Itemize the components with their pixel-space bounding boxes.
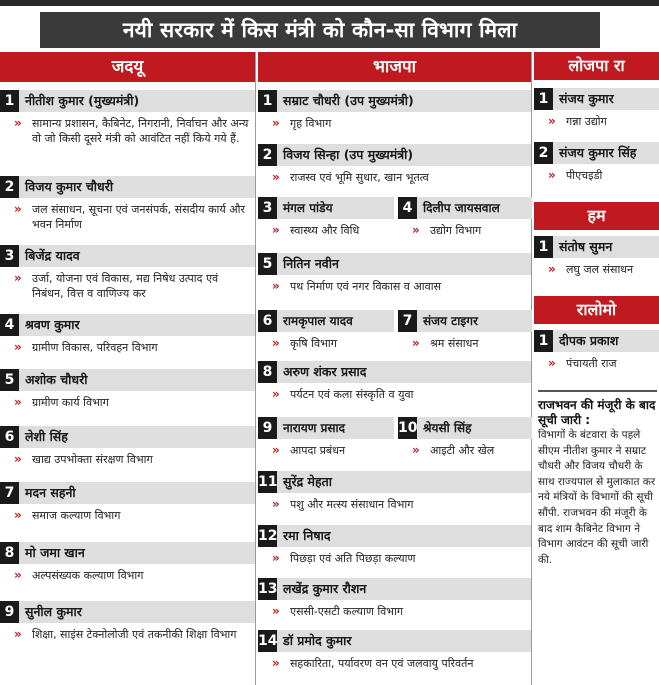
minister-entry (0, 176, 255, 232)
minister-number: 13 (258, 578, 277, 600)
chevron-bullet-icon: » (272, 223, 280, 237)
minister-department: उद्योग विभाग (430, 224, 482, 237)
minister-name: लखेंद्र कुमार रौशन (277, 578, 531, 600)
minister-department: ग्रामीण कार्य विभाग (32, 396, 109, 409)
minister-department: शिक्षा, साइंस टेक्नोलोजी एवं तकनीकी शिक्षा विभाग (32, 628, 237, 641)
minister-department: राजस्व एवं भूमि सुधार, खान भूतत्व (290, 171, 429, 184)
minister-number: 1 (258, 90, 277, 112)
minister-department: पिछड़ा एवं अति पिछड़ा कल्याण (290, 552, 416, 565)
minister-number: 4 (0, 314, 19, 336)
minister-entry (258, 253, 531, 294)
minister-name: संतोष सुमन (553, 236, 659, 258)
minister-name: नीतीश कुमार (मुख्यमंत्री) (19, 90, 255, 112)
chevron-bullet-icon: » (272, 497, 280, 511)
minister-name: श्रेयसी सिंह (417, 417, 532, 439)
minister-name: रामकृपाल यादव (277, 310, 394, 332)
chevron-bullet-icon: » (272, 170, 280, 184)
minister-name: नारायण प्रसाद (277, 417, 394, 439)
minister-number: 2 (258, 144, 277, 166)
chevron-bullet-icon: » (412, 223, 420, 237)
minister-entry (258, 471, 531, 512)
minister-number: 8 (0, 542, 19, 564)
minister-name: संजय टाइगर (417, 310, 532, 332)
minister-entry (258, 630, 531, 671)
minister-entry (258, 578, 531, 619)
minister-number: 7 (398, 310, 417, 332)
minister-name: दीपक प्रकाश (553, 330, 659, 352)
minister-name: मंगल पांडेय (277, 197, 394, 219)
minister-department: पंचायती राज (566, 357, 617, 370)
minister-name: मदन सहनी (19, 482, 255, 504)
minister-name: संजय कुमार सिंह (553, 142, 659, 164)
minister-department: गन्ना उद्योग (566, 115, 607, 128)
minister-entry (0, 314, 255, 355)
minister-entry (398, 417, 532, 458)
ralomo-party-header: रालोमो (534, 296, 659, 324)
minister-name: अशोक चौधरी (19, 369, 255, 391)
minister-department: पथ निर्माण एवं नगर विकास व आवास (290, 280, 442, 293)
minister-entry (534, 88, 659, 129)
allies-column (534, 52, 659, 685)
minister-number: 9 (0, 601, 19, 623)
chevron-bullet-icon: » (548, 168, 556, 182)
minister-department: गृह विभाग (290, 117, 332, 130)
minister-name: लेशी सिंह (19, 426, 255, 448)
minister-number: 10 (398, 417, 417, 439)
minister-entry (258, 525, 531, 566)
chevron-bullet-icon: » (14, 116, 22, 130)
ham-party-header: हम (534, 202, 659, 230)
minister-entry (0, 601, 255, 642)
chevron-bullet-icon: » (412, 443, 420, 457)
minister-number: 4 (398, 197, 417, 219)
minister-entry (258, 144, 531, 185)
minister-number: 1 (534, 330, 553, 352)
chevron-bullet-icon: » (14, 627, 22, 641)
minister-entry (258, 310, 394, 351)
minister-name: नितिन नवीन (277, 253, 531, 275)
minister-department: समाज कल्याण विभाग (32, 509, 121, 522)
minister-number: 2 (0, 176, 19, 198)
chevron-bullet-icon: » (272, 604, 280, 618)
chevron-bullet-icon: » (272, 116, 280, 130)
minister-number: 12 (258, 525, 277, 547)
chevron-bullet-icon: » (272, 551, 280, 565)
chevron-bullet-icon: » (14, 452, 22, 466)
minister-department: सहकारिता, पर्यावरण वन एवं जलवायु परिवर्तन (290, 657, 474, 670)
bjp-column (258, 52, 532, 685)
minister-number: 9 (258, 417, 277, 439)
jdu-column (0, 52, 256, 685)
chevron-bullet-icon: » (272, 336, 280, 350)
minister-department: आइटी और खेल (430, 444, 495, 457)
chevron-bullet-icon: » (14, 508, 22, 522)
minister-entry (0, 542, 255, 583)
ljp-party-header: लोजपा रा (534, 52, 659, 80)
minister-entry (0, 426, 255, 467)
minister-department: पर्यटन एवं कला संस्कृति व युवा (290, 388, 414, 401)
minister-number: 7 (0, 482, 19, 504)
minister-name: मो जमा खान (19, 542, 255, 564)
minister-entry (534, 236, 659, 277)
minister-name: दिलीप जायसवाल (417, 197, 532, 219)
top-decor-bar (0, 0, 659, 6)
minister-name: अरुण शंकर प्रसाद (277, 361, 531, 383)
chevron-bullet-icon: » (14, 340, 22, 354)
minister-name: सुनील कुमार (19, 601, 255, 623)
minister-name: विजय कुमार चौधरी (19, 176, 255, 198)
minister-number: 5 (258, 253, 277, 275)
minister-department: अल्पसंख्यक कल्याण विभाग (32, 569, 144, 582)
chevron-bullet-icon: » (272, 443, 280, 457)
page-headline: नयी सरकार में किस मंत्री को कौन-सा विभाग मिला (40, 12, 600, 48)
minister-entry (0, 90, 255, 146)
minister-name: रमा निषाद (277, 525, 531, 547)
chevron-bullet-icon: » (272, 656, 280, 670)
chevron-bullet-icon: » (548, 114, 556, 128)
chevron-bullet-icon: » (412, 336, 420, 350)
minister-name: श्रवण कुमार (19, 314, 255, 336)
approval-note (538, 390, 657, 568)
minister-number: 2 (534, 142, 553, 164)
chevron-bullet-icon: » (14, 271, 22, 285)
minister-number: 6 (0, 426, 19, 448)
minister-entry (534, 142, 659, 183)
minister-department: पशु और मत्स्य संसाधान विभाग (290, 498, 414, 511)
minister-department: एससी-एसटी कल्याण विभाग (290, 605, 404, 618)
minister-name: डॉ प्रमोद कुमार (277, 630, 531, 652)
minister-number: 5 (0, 369, 19, 391)
bjp-party-header: भाजपा (258, 52, 531, 82)
note-body: विभागों के बंटवारा के पहले सीएम नीतीश कुमार ने सम्राट चौधरी और विजय चौधरी के साथ राज्यपाल से मुलाकात कर नये मंत्रियों के विभागों की सूची सौंपी. राजभवन की मंजूरी के बाद शाम कैबिनेट विभाग ने विभाग आवंटन की सूची जारी की. (538, 429, 656, 566)
minister-department: सामान्य प्रशासन, कैबिनेट, निगरानी, निर्वाचन और अन्य वो जो किसी दूसरे मंत्री को आवंटित नहीं किये गये हैं. (32, 117, 249, 145)
minister-entry (398, 197, 532, 238)
minister-entry (0, 482, 255, 523)
chevron-bullet-icon: » (14, 395, 22, 409)
chevron-bullet-icon: » (14, 202, 22, 216)
minister-entry (0, 369, 255, 410)
minister-department: आपदा प्रबंधन (290, 444, 346, 457)
minister-number: 1 (534, 236, 553, 258)
minister-entry (258, 197, 394, 238)
minister-entry (258, 417, 394, 458)
chevron-bullet-icon: » (272, 387, 280, 401)
minister-department: ग्रामीण विकास, परिवहन विभाग (32, 341, 158, 354)
chevron-bullet-icon: » (548, 356, 556, 370)
chevron-bullet-icon: » (272, 279, 280, 293)
minister-number: 11 (258, 471, 277, 493)
minister-number: 8 (258, 361, 277, 383)
minister-department: खाद्य उपभोक्ता संरक्षण विभाग (32, 453, 153, 466)
minister-entry (258, 361, 531, 402)
minister-entry (258, 90, 531, 131)
minister-department: पीएचइडी (566, 169, 603, 182)
minister-number: 1 (534, 88, 553, 110)
minister-number: 3 (0, 245, 19, 267)
minister-department: कृषि विभाग (290, 337, 337, 350)
minister-number: 1 (0, 90, 19, 112)
note-title: राजभवन की मंजूरी के बाद सूची जारी : (538, 398, 656, 427)
jdu-party-header: जदयू (0, 52, 255, 82)
minister-department: श्रम संसाधन (430, 337, 479, 350)
chevron-bullet-icon: » (14, 568, 22, 582)
minister-entry (0, 245, 255, 301)
minister-department: उर्जा, योजना एवं विकास, मद्य निषेध उत्पाद एवं निबंधन, वित्त व वाणिज्य कर (32, 272, 219, 300)
minister-entry (398, 310, 532, 351)
minister-department: स्वास्थ्य और विधि (290, 224, 360, 237)
minister-name: बिजेंद्र यादव (19, 245, 255, 267)
minister-department: जल संसाधन, सूचना एवं जनसंपर्क, संसदीय कार्य और भवन निर्माण (32, 203, 246, 231)
minister-name: संजय कुमार (553, 88, 659, 110)
minister-number: 14 (258, 630, 277, 652)
minister-name: सुरेंद्र मेहता (277, 471, 531, 493)
minister-number: 6 (258, 310, 277, 332)
minister-number: 3 (258, 197, 277, 219)
minister-name: विजय सिन्हा (उप मुख्यमंत्री) (277, 144, 531, 166)
minister-department: लघु जल संसाधन (566, 263, 634, 276)
minister-name: सम्राट चौधरी (उप मुख्यमंत्री) (277, 90, 531, 112)
chevron-bullet-icon: » (548, 262, 556, 276)
minister-entry (534, 330, 659, 371)
